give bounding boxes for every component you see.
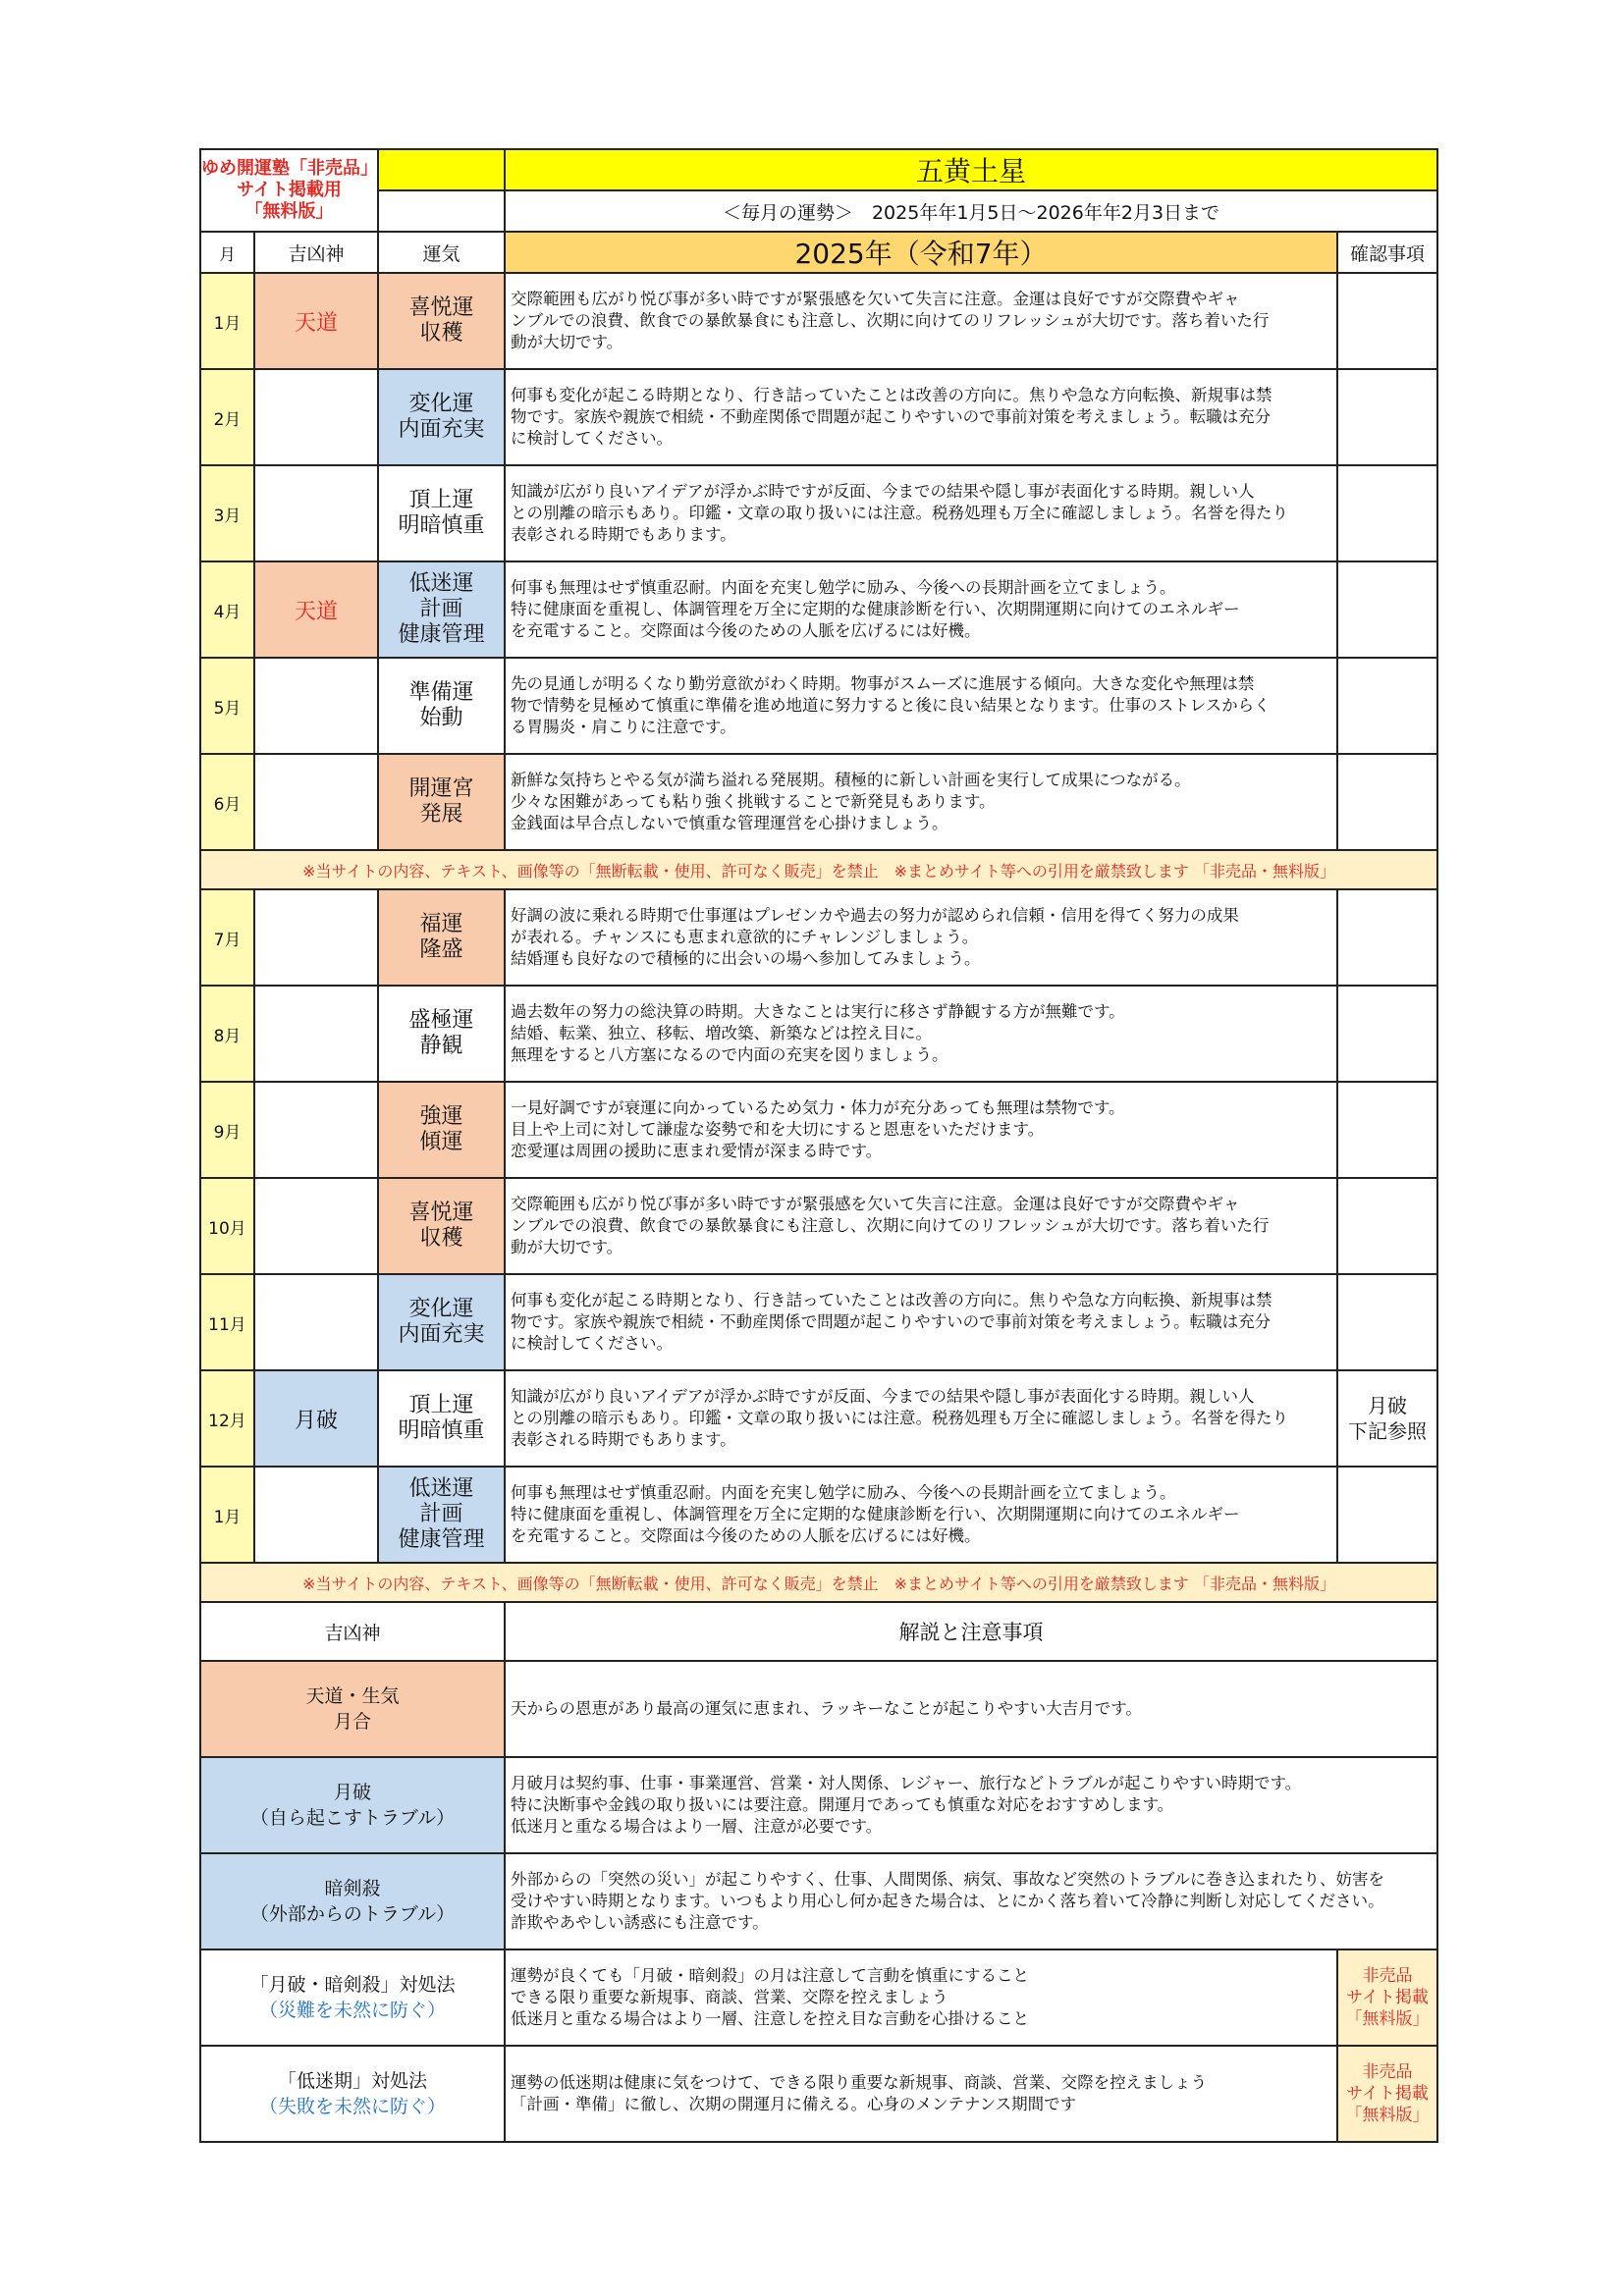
- month-cell: 4月: [200, 561, 254, 658]
- luck-cell: [378, 986, 505, 1082]
- legend-note: [1337, 1949, 1437, 2046]
- confirm-line: 月破: [1368, 1394, 1407, 1417]
- legend-note-line: 非売品: [1362, 1966, 1413, 1986]
- kyoshin-cell: 天道: [254, 273, 378, 369]
- legend-note-line: サイト掲載: [1346, 2084, 1429, 2104]
- month-cell: 10月: [200, 1178, 254, 1274]
- site-label-line3: 「無料版」: [244, 201, 334, 222]
- luck-line: 健康管理: [398, 622, 485, 647]
- legend-text: [505, 1757, 1437, 1853]
- site-label-line1: ゆめ開運塾「非売品」: [201, 158, 378, 179]
- legend-col-desc: 解説と注意事項: [505, 1602, 1437, 1661]
- col-confirm: 確認事項: [1337, 232, 1437, 273]
- fortune-text: [505, 1082, 1337, 1178]
- luck-line: 準備運: [408, 680, 474, 705]
- luck-cell: [378, 273, 505, 369]
- kyoshin-cell: [254, 986, 378, 1082]
- fortune-line: 知識が広がり良いアイデアが浮かぶ時ですが反面、今までの結果や隠し事が表面化する時期。親しい人: [511, 482, 1255, 501]
- fortune-line: を充電すること。交際面は今後のための人脈を広げるには好機。: [511, 1526, 981, 1545]
- luck-line: 明暗慎重: [398, 513, 485, 538]
- legend-text-line: 詐欺やあやしい誘惑にも注意です。: [511, 1913, 769, 1932]
- fortune-line: 過去数年の努力の総決算の時期。大きなことは実行に移さず静観する方が無難です。: [511, 1002, 1125, 1021]
- kyoshin-cell: [254, 754, 378, 850]
- month-row: [200, 1178, 1437, 1274]
- legend-text-line: 運勢が良くても「月破・暗剣殺」の月は注意して言動を慎重にすること: [511, 1966, 1029, 1985]
- fortune-text: [505, 754, 1337, 850]
- confirm-cell: [1337, 1274, 1437, 1370]
- fortune-line: 結婚、転業、独立、移転、増改築、新築などは控え目に。: [511, 1024, 932, 1042]
- fortune-text: [505, 1370, 1337, 1467]
- fortune-line: 何事も無理はせず慎重忍耐。内面を充実し勉学に励み、今後への長期計画を立てましょう。: [511, 578, 1176, 597]
- legend-text-line: 天からの恩恵があり最高の運気に恵まれ、ラッキーなことが起こりやすい大吉月です。: [511, 1699, 1142, 1718]
- fortune-line: に検討してください。: [511, 1334, 673, 1353]
- luck-line: 計画: [419, 597, 463, 621]
- fortune-line: に検討してください。: [511, 429, 673, 448]
- legend-header: [200, 1602, 1437, 1661]
- kyoshin-cell: [254, 1178, 378, 1274]
- legend-text-line: 特に決断事や金銭の取り扱いには要注意。開運月であっても慎重な対応をおすすめします。: [511, 1795, 1174, 1814]
- fortune-line: 何事も変化が起こる時期となり、行き詰っていたことは改善の方向に。焦りや急な方向転換、新規事は禁: [511, 1291, 1272, 1309]
- legend-text-line: 受けやすい時期となります。いつもより用心し何か起きた場合は、とにかく落ち着いて冷静に判断し対応してください。: [511, 1892, 1384, 1910]
- kyoshin-cell: [254, 1274, 378, 1370]
- warning-row: [200, 850, 1437, 889]
- warning-text: ※当サイトの内容、テキスト、画像等の「無断転載・使用、許可なく販売」を禁止 ※まとめサイト等への引用を厳禁致します 「非売品・無料版」: [200, 850, 1437, 889]
- luck-line: 計画: [419, 1502, 463, 1526]
- luck-line: 傾運: [419, 1130, 463, 1154]
- month-row: [200, 369, 1437, 465]
- fortune-line: 表彰される時期でもあります。: [511, 525, 736, 544]
- site-label-line2: サイト掲載用: [237, 180, 342, 200]
- fortune-line: 表彰される時期でもあります。: [511, 1430, 736, 1449]
- legend-note: [1337, 2046, 1437, 2142]
- col-month: 月: [200, 232, 254, 273]
- legend-text: [505, 1661, 1437, 1757]
- legend-name-line: （外部からのトラブル）: [249, 1903, 456, 1925]
- confirm-cell: [1337, 658, 1437, 754]
- legend-note-line: 非売品: [1362, 2062, 1413, 2082]
- month-cell: 11月: [200, 1274, 254, 1370]
- fortune-line: 恋愛運は周囲の援助に恵まれ愛情が深まる時です。: [511, 1142, 883, 1160]
- luck-line: 変化運: [408, 1297, 474, 1321]
- luck-cell: [378, 889, 505, 986]
- month-row: [200, 1274, 1437, 1370]
- confirm-cell: [1337, 1370, 1437, 1467]
- fortune-line: 結婚運も良好なので積極的に出会いの場へ参加してみましょう。: [511, 949, 981, 968]
- fortune-line: との別離の暗示もあり。印鑑・文章の取り扱いには注意。税務処理も万全に確認しましょう。名誉を得たり: [511, 1409, 1288, 1427]
- legend-text-line: 月破月は契約事、仕事・事業運営、営業・対人関係、レジャー、旅行などトラブルが起こりやすい時期です。: [511, 1774, 1302, 1792]
- fortune-text: [505, 889, 1337, 986]
- luck-line: 低迷運: [408, 1476, 474, 1501]
- fortune-line: との別離の暗示もあり。印鑑・文章の取り扱いには注意。税務処理も万全に確認しましょう。名誉を得たり: [511, 504, 1288, 522]
- legend-text-line: できる限り重要な新規事、商談、営業、交際を控えましょう: [511, 1988, 948, 2006]
- fortune-line: 物で情勢を見極めて慎重に準備を進め地道に努力すると後に良い結果となります。仕事のストレスからく: [511, 696, 1271, 715]
- legend-name: [200, 1853, 505, 1949]
- luck-line: 健康管理: [398, 1527, 485, 1552]
- kyoshin-cell: [254, 369, 378, 465]
- legend-name: [200, 1661, 505, 1757]
- month-row: [200, 889, 1437, 986]
- fortune-line: 特に健康面を重視し、体調管理を万全に定期的な健康診断を行い、次期開運期に向けてのエネルギー: [511, 1505, 1240, 1523]
- warning-row: [200, 1563, 1437, 1602]
- luck-line: 明暗慎重: [398, 1418, 485, 1443]
- legend-sub: （災難を未然に防ぐ）: [258, 2000, 446, 2021]
- kyoshin-cell: [254, 1467, 378, 1563]
- fortune-line: が表れる。チャンスにも恵まれ意欲的にチャレンジしましょう。: [511, 928, 979, 946]
- fortune-line: 一見好調ですが衰運に向かっているため気力・体力が充分あっても無理は禁物です。: [511, 1098, 1125, 1117]
- fortune-line: る胃腸炎・肩こりに注意です。: [511, 718, 736, 736]
- luck-cell: [378, 658, 505, 754]
- luck-line: 静観: [419, 1034, 463, 1058]
- period-text: ＜毎月の運勢＞ 2025年年1月5日～2026年年2月3日まで: [505, 190, 1437, 232]
- kyoshin-cell: [254, 889, 378, 986]
- kyoshin-cell: [254, 1082, 378, 1178]
- fortune-text: [505, 658, 1337, 754]
- site-label: [200, 149, 378, 232]
- month-cell: 8月: [200, 986, 254, 1082]
- luck-line: 頂上運: [408, 1393, 474, 1417]
- legend-text-line: 低迷月と重なる場合はより一層、注意が必要です。: [511, 1817, 883, 1836]
- luck-line: 頂上運: [408, 488, 474, 512]
- month-row: [200, 1082, 1437, 1178]
- luck-cell: [378, 465, 505, 561]
- fortune-text: [505, 986, 1337, 1082]
- month-cell: 3月: [200, 465, 254, 561]
- luck-cell: [378, 1370, 505, 1467]
- month-cell: 7月: [200, 889, 254, 986]
- fortune-line: ンブルでの浪費、飲食での暴飲暴食にも注意し、次期に向けてのリフレッシュが大切です。落ち着いた行: [511, 311, 1270, 330]
- legend-text: [505, 1949, 1337, 2046]
- kyoshin-cell: [254, 658, 378, 754]
- legend-note-line: サイト掲載: [1346, 1988, 1429, 2007]
- legend-text-line: 運勢の低迷期は健康に気をつけて、できる限り重要な新規事、商談、営業、交際を控えましょう: [511, 2073, 1208, 2092]
- luck-line: 内面充実: [398, 1322, 485, 1347]
- kyoshin-cell: 天道: [254, 561, 378, 658]
- confirm-cell: [1337, 986, 1437, 1082]
- kyoshin-cell: [254, 465, 378, 561]
- luck-line: 福運: [419, 912, 463, 936]
- confirm-cell: [1337, 561, 1437, 658]
- col-kyoshin: 吉凶神: [254, 232, 378, 273]
- legend-sub: （失敗を未然に防ぐ）: [258, 2096, 446, 2117]
- luck-cell: [378, 1178, 505, 1274]
- month-row: [200, 1370, 1437, 1467]
- fortune-line: 交際範囲も広がり悦び事が多い時ですが緊張感を欠いて失言に注意。金運は良好ですが交際費やギャ: [511, 290, 1240, 308]
- legend-name-line: 月合: [333, 1711, 371, 1733]
- fortune-line: 動が大切です。: [511, 1238, 623, 1256]
- luck-cell: [378, 1082, 505, 1178]
- legend-text: [505, 2046, 1337, 2142]
- fortune-line: 知識が広がり良いアイデアが浮かぶ時ですが反面、今までの結果や隠し事が表面化する時期。親しい人: [511, 1387, 1255, 1406]
- luck-line: 発展: [419, 802, 463, 827]
- kyoshin-cell: 月破: [254, 1370, 378, 1467]
- month-cell: 2月: [200, 369, 254, 465]
- luck-line: 始動: [419, 706, 463, 730]
- fortune-line: 先の見通しが明るくなり勤労意欲がわく時期。物事がスムーズに進展する傾向。大きな変化や無理は禁: [511, 674, 1255, 693]
- legend-row: [200, 1949, 1437, 2046]
- month-cell: 1月: [200, 1467, 254, 1563]
- confirm-line: 下記参照: [1348, 1419, 1427, 1443]
- luck-cell: [378, 1467, 505, 1563]
- legend-col-kyoshin: 吉凶神: [200, 1602, 505, 1661]
- legend-note-line: 「無料版」: [1345, 2009, 1430, 2029]
- fortune-text: [505, 561, 1337, 658]
- year-title: 2025年（令和7年）: [505, 232, 1337, 273]
- luck-line: 変化運: [408, 392, 474, 416]
- confirm-cell: [1337, 1467, 1437, 1563]
- month-row: [200, 986, 1437, 1082]
- luck-line: 盛極運: [408, 1008, 474, 1033]
- month-cell: 9月: [200, 1082, 254, 1178]
- fortune-line: 物です。家族や親族で相続・不動産関係で問題が起こりやすいので事前対策を考えましょう。転職は充分: [511, 407, 1272, 426]
- warning-text: ※当サイトの内容、テキスト、画像等の「無断転載・使用、許可なく販売」を禁止 ※まとめサイト等への引用を厳禁致します 「非売品・無料版」: [200, 1563, 1437, 1602]
- fortune-text: [505, 369, 1337, 465]
- fortune-text: [505, 1274, 1337, 1370]
- legend-row: [200, 1661, 1437, 1757]
- fortune-line: 物です。家族や親族で相続・不動産関係で問題が起こりやすいので事前対策を考えましょう。転職は充分: [511, 1312, 1272, 1331]
- legend-row: [200, 1757, 1437, 1853]
- legend-row: [200, 1853, 1437, 1949]
- legend-name: [200, 2046, 505, 2142]
- luck-line: 低迷運: [408, 571, 474, 596]
- legend-text-line: 「計画・準備」に徹し、次期の開運月に備える。心身のメンテナンス期間です: [511, 2095, 1077, 2113]
- luck-line: 収穫: [419, 321, 463, 346]
- legend-row: [200, 2046, 1437, 2142]
- legend-note-line: 「無料版」: [1345, 2106, 1430, 2125]
- fortune-line: 特に健康面を重視し、体調管理を万全に定期的な健康診断を行い、次期開運期に向けてのエネルギー: [511, 600, 1240, 618]
- fortune-line: 無理をすると八方塞になるので内面の充実を図りましょう。: [511, 1045, 948, 1064]
- legend-name: [200, 1949, 505, 2046]
- legend-name-line: 暗剣殺: [324, 1878, 381, 1899]
- month-cell: 6月: [200, 754, 254, 850]
- month-cell: 12月: [200, 1370, 254, 1467]
- legend-name-line: 月破: [333, 1782, 371, 1803]
- legend-text: [505, 1853, 1437, 1949]
- fortune-line: 目上や上司に対して謙虚な姿勢で和を大切にすると恩恵をいただけます。: [511, 1120, 1045, 1139]
- fortune-line: 好調の波に乗れる時期で仕事運はプレゼンカや過去の努力が認められ信頼・信用を得てく努力の成果: [511, 906, 1239, 925]
- confirm-cell: [1337, 1178, 1437, 1274]
- legend-name-line: （自ら起こすトラブル）: [249, 1807, 456, 1829]
- luck-cell: [378, 754, 505, 850]
- month-row: [200, 1467, 1437, 1563]
- fortune-line: ンブルでの浪費、飲食での暴飲暴食にも注意し、次期に向けてのリフレッシュが大切です。落ち着いた行: [511, 1216, 1270, 1235]
- confirm-cell: [1337, 889, 1437, 986]
- fortune-line: 少々な困難があっても粘り強く挑戦することで新発見もあります。: [511, 792, 996, 811]
- legend-text-line: 低迷月と重なる場合はより一層、注意しを控え目な言動を心掛けること: [511, 2009, 1029, 2028]
- month-cell: 5月: [200, 658, 254, 754]
- fortune-text: [505, 465, 1337, 561]
- month-row: [200, 465, 1437, 561]
- luck-line: 強運: [419, 1104, 463, 1129]
- fortune-line: 新鮮な気持ちとやる気が満ち溢れる発展期。積極的に新しい計画を実行して成果につながる。: [511, 771, 1191, 789]
- luck-cell: [378, 369, 505, 465]
- luck-line: 内面充実: [398, 417, 485, 442]
- luck-line: 喜悦運: [408, 295, 474, 320]
- confirm-cell: [1337, 1082, 1437, 1178]
- legend-name-line: 「月破・暗剣殺」対処法: [249, 1974, 456, 1996]
- fortune-line: 動が大切です。: [511, 333, 623, 351]
- luck-line: 開運宮: [408, 776, 474, 801]
- confirm-cell: [1337, 754, 1437, 850]
- fortune-line: を充電すること。交際面は今後のための人脈を広げるには好機。: [511, 621, 981, 640]
- legend-name: [200, 1757, 505, 1853]
- fortune-line: 金銭面は早合点しないで慎重な管理運営を心掛けましょう。: [511, 814, 948, 832]
- luck-line: 隆盛: [419, 937, 463, 962]
- month-row: [200, 658, 1437, 754]
- confirm-cell: [1337, 273, 1437, 369]
- legend-name-line: 「低迷期」対処法: [277, 2070, 427, 2092]
- month-row: [200, 273, 1437, 369]
- fortune-text: [505, 1178, 1337, 1274]
- luck-cell: [378, 561, 505, 658]
- legend-name-line: 天道・生気: [305, 1685, 400, 1707]
- legend-text-line: 外部からの「突然の災い」が起こりやすく、仕事、人間関係、病気、事故など突然のトラブルに巻き込まれたり、妨害を: [511, 1870, 1385, 1889]
- fortune-line: 何事も無理はせず慎重忍耐。内面を充実し勉学に励み、今後への長期計画を立てましょう。: [511, 1483, 1176, 1502]
- month-row: [200, 561, 1437, 658]
- luck-line: 収穫: [419, 1226, 463, 1251]
- fortune-sheet: [199, 148, 1438, 2143]
- fortune-text: [505, 273, 1337, 369]
- fortune-text: [505, 1467, 1337, 1563]
- luck-line: 喜悦運: [408, 1201, 474, 1225]
- confirm-cell: [1337, 465, 1437, 561]
- fortune-line: 何事も変化が起こる時期となり、行き詰っていたことは改善の方向に。焦りや急な方向転換、新規事は禁: [511, 386, 1272, 404]
- fortune-line: 交際範囲も広がり悦び事が多い時ですが緊張感を欠いて失言に注意。金運は良好ですが交際費やギャ: [511, 1195, 1240, 1213]
- month-cell: 1月: [200, 273, 254, 369]
- col-unki: 運気: [378, 232, 505, 273]
- luck-cell: [378, 1274, 505, 1370]
- confirm-cell: [1337, 369, 1437, 465]
- month-row: [200, 754, 1437, 850]
- star-title: 五黄土星: [505, 149, 1437, 190]
